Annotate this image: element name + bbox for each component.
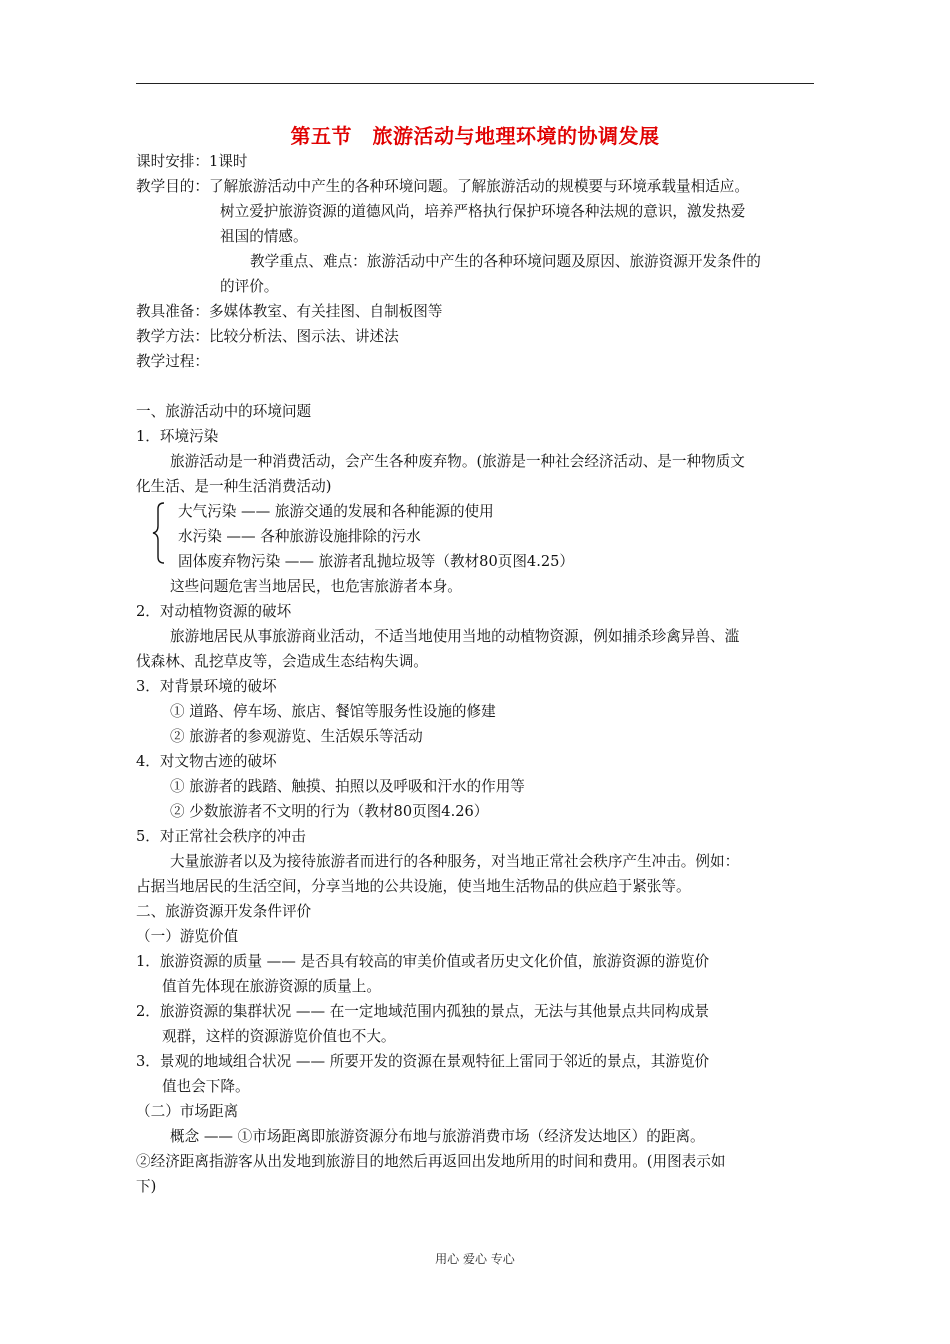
concept-text: 概念 —— ①市场距离即旅游资源分布地与旅游消费市场（经济发达地区）的距离。 (170, 1128, 705, 1145)
item-2-text: 旅游地居民从事旅游商业活动，不适当地使用当地的动植物资源，例如捕杀珍禽异兽、滥 (170, 628, 740, 645)
page-title: 第五节 旅游活动与地理环境的协调发展 (290, 124, 660, 148)
item-1-text-cont: 化生活、是一种生活消费活动) (136, 478, 332, 495)
list-item: ② 少数旅游者不文明的行为（教材80页图4.26） (170, 803, 489, 820)
list-item: ① 道路、停车场、旅店、餐馆等服务性设施的修建 (170, 703, 496, 720)
teaching-process: 教学过程： (136, 353, 209, 370)
subsection-2-heading: （二）市场距离 (136, 1103, 239, 1120)
item-1-text: 旅游活动是一种消费活动，会产生各种废弃物。(旅游是一种社会经济活动、是一种物质文 (170, 453, 745, 470)
item-5-title: 5．对正常社会秩序的冲击 (136, 828, 306, 845)
item-4-title: 4．对文物古迹的破坏 (136, 753, 277, 770)
page-footer: 用心 爱心 专心 (435, 1252, 515, 1266)
bracket-item: 大气污染 —— 旅游交通的发展和各种能源的使用 (178, 503, 494, 520)
subsection-1-heading: （一）游览价值 (136, 928, 239, 945)
section-2-heading: 二、旅游资源开发条件评价 (136, 903, 312, 920)
item-5-text-cont: 占据当地居民的生活空间，分享当地的公共设施，使当地生活物品的供应趋于紧张等。 (136, 878, 691, 895)
bracket-item: 固体废弃物污染 —— 旅游者乱抛垃圾等（教材80页图4.25） (178, 553, 574, 570)
concept-text-cont: ②经济距离指游客从出发地到旅游目的地然后再返回出发地所用的时间和费用。(用图表示如 (136, 1153, 726, 1170)
left-brace-icon (152, 502, 166, 564)
item-1-conclusion: 这些问题危害当地居民，也危害旅游者本身。 (170, 578, 462, 595)
item-2-title: 2．对动植物资源的破坏 (136, 603, 292, 620)
item-1-title: 1．环境污染 (136, 428, 219, 445)
key-points-line2: 的评价。 (220, 278, 279, 295)
value-item-3: 3．景观的地域组合状况 —— 所要开发的资源在景观特征上雷同于邻近的景点，其游览价 (136, 1053, 710, 1070)
teaching-goal-line3: 祖国的情感。 (220, 228, 308, 245)
section-1-heading: 一、旅游活动中的环境问题 (136, 403, 312, 420)
item-2-text-cont: 伐森林、乱挖草皮等，会造成生态结构失调。 (136, 653, 428, 670)
key-points: 教学重点、难点：旅游活动中产生的各种环境问题及原因、旅游资源开发条件的 (250, 253, 761, 270)
teaching-aids: 教具准备：多媒体教室、有关挂图、自制板图等 (136, 303, 443, 320)
value-item-2: 2．旅游资源的集群状况 —— 在一定地域范围内孤独的景点，无法与其他景点共同构成景 (136, 1003, 710, 1020)
item-5-text: 大量旅游者以及为接待旅游者而进行的各种服务，对当地正常社会秩序产生冲击。例如： (170, 853, 740, 870)
teaching-goal-line2: 树立爱护旅游资源的道德风尚，培养严格执行保护环境各种法规的意识，激发热爱 (220, 203, 746, 220)
teaching-goal: 教学目的：了解旅游活动中产生的各种环境问题。了解旅游活动的规模要与环境承载量相适应。 (136, 178, 749, 195)
bracket-item: 水污染 —— 各种旅游设施排除的污水 (178, 528, 421, 545)
value-item-1-cont: 值首先体现在旅游资源的质量上。 (162, 978, 381, 995)
concept-text-end: 下) (136, 1178, 157, 1195)
item-3-title: 3．对背景环境的破坏 (136, 678, 277, 695)
teaching-methods: 教学方法：比较分析法、图示法、讲述法 (136, 328, 399, 345)
class-hours: 课时安排：1课时 (136, 153, 248, 170)
value-item-2-cont: 观群，这样的资源游览价值也不大。 (162, 1028, 396, 1045)
value-item-3-cont: 值也会下降。 (162, 1078, 250, 1095)
list-item: ② 旅游者的参观游览、生活娱乐等活动 (170, 728, 423, 745)
value-item-1: 1．旅游资源的质量 —— 是否具有较高的审美价值或者历史文化价值，旅游资源的游览价 (136, 953, 710, 970)
header-rule (136, 83, 814, 84)
list-item: ① 旅游者的践踏、触摸、拍照以及呼吸和汗水的作用等 (170, 778, 525, 795)
